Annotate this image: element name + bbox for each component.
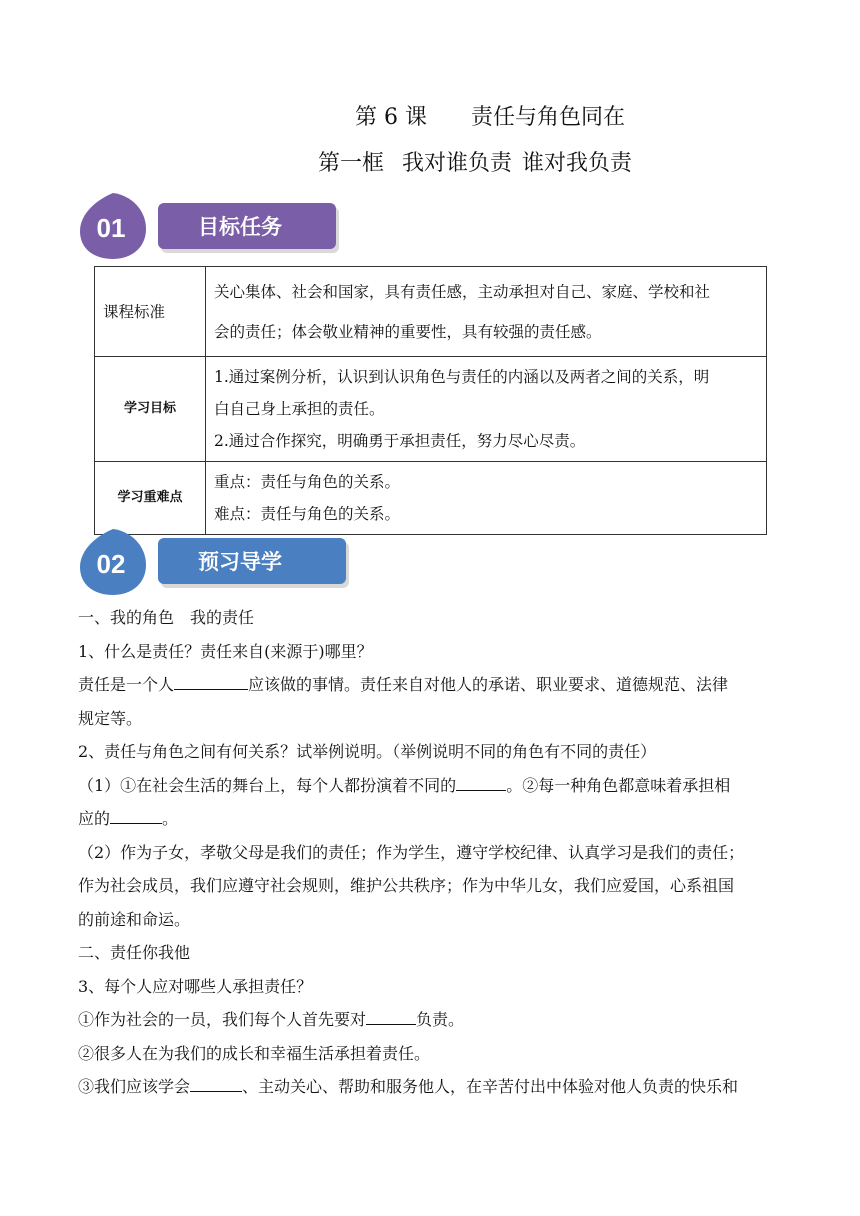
question-2: 2、责任与角色之间有何关系？试举例说明。（举例说明不同的角色有不同的责任） [78, 742, 657, 761]
answer-1: 责任是一个人 应该做的事情。责任来自对他人的承诺、职业要求、道德规范、法律 [78, 668, 784, 702]
badge-shape-icon [78, 191, 148, 261]
lesson-name: 责任与角色同在 [470, 105, 625, 130]
content-line: 重点：责任与角色的关系。 [214, 473, 401, 491]
section-01-badge [78, 191, 148, 261]
item-3: ③我们应该学会 、主动关心、帮助和服务他人，在辛苦付出中体验对他人负责的快乐和 [78, 1070, 784, 1104]
question-1: 1、什么是责任？责任来自(来源于)哪里？ [78, 641, 373, 661]
fill-blank[interactable] [174, 669, 248, 690]
lesson-title [0, 100, 860, 131]
badge-shape-icon [78, 527, 148, 597]
section-02-number: 02 [96, 549, 126, 579]
frame-title-a: 我对谁负责 [401, 151, 512, 176]
lesson-number: 第 6 课 [355, 105, 427, 130]
content-line: 2.通过合作探究，明确勇于承担责任，努力尽心尽责。 [214, 432, 586, 450]
row-content [206, 357, 767, 462]
heading-1: 一、我的角色 我的责任 [78, 608, 255, 627]
section-01-title: 目标任务 [198, 215, 282, 239]
answer-1-line2: 规定等。 [78, 708, 143, 728]
section-02-title: 预习导学 [198, 550, 282, 574]
row-label: 课程标准 [95, 267, 206, 357]
table-row [95, 267, 767, 357]
row-label: 学习重难点 [95, 462, 206, 535]
fill-blank[interactable] [366, 1004, 416, 1025]
content-line: 关心集体、社会和国家，具有责任感，主动承担对自己、家庭、学校和社 [214, 282, 711, 301]
point-1-line2: 应的 。 [78, 802, 784, 836]
frame-number: 第一框 [317, 151, 384, 176]
item-2: ②很多人在为我们的成长和幸福生活承担着责任。 [78, 1043, 431, 1063]
point-2-line3: 的前途和命运。 [78, 909, 191, 929]
frame-title [0, 146, 860, 177]
point-2-line1: （2）作为子女，孝敬父母是我们的责任；作为学生，遵守学校纪律、认真学习是我们的责任； [78, 842, 745, 862]
preview-content [78, 601, 784, 1104]
fill-blank[interactable] [456, 770, 506, 791]
fill-blank[interactable] [190, 1071, 242, 1092]
fill-blank[interactable] [110, 803, 162, 824]
section-01-banner [158, 203, 336, 249]
content-line: 白自己身上承担的责任。 [214, 400, 385, 418]
heading-2: 二、责任你我他 [78, 943, 191, 962]
point-2-line2: 作为社会成员，我们应遵守社会规则，维护公共秩序；作为中华儿女，我们应爱国，心系祖国 [78, 876, 735, 895]
section-02-badge [78, 527, 148, 597]
content-line: 难点：责任与角色的关系。 [214, 505, 401, 523]
table-row [95, 462, 767, 535]
content-line: 1.通过案例分析，认识到认识角色与责任的内涵以及两者之间的关系，明 [214, 368, 710, 386]
point-1: （1）①在社会生活的舞台上，每个人都扮演着不同的 。②每一种角色都意味着承担相 [78, 769, 784, 803]
item-1: ①作为社会的一员，我们每个人首先要对 负责。 [78, 1003, 784, 1037]
row-content [206, 267, 767, 357]
content-line: 会的责任；体会敬业精神的重要性，具有较强的责任感。 [214, 322, 602, 341]
frame-title-b: 谁对我负责 [522, 151, 633, 176]
row-label: 学习目标 [95, 357, 206, 462]
section-02-banner [158, 538, 346, 584]
table-row [95, 357, 767, 462]
question-3: 3、每个人应对哪些人承担责任？ [78, 976, 313, 996]
section-01-number: 01 [96, 213, 126, 243]
goals-table [94, 266, 767, 535]
row-content [206, 462, 767, 535]
